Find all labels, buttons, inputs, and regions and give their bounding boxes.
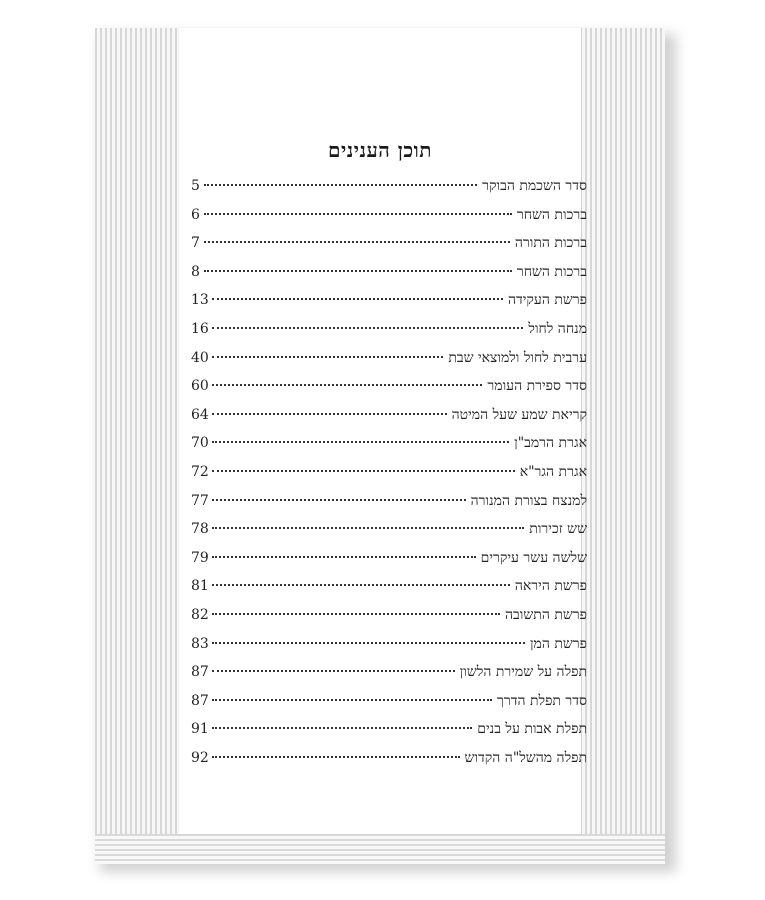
toc-entry-page-number: 8: [191, 263, 200, 280]
toc-leader-dots: [212, 413, 447, 415]
toc-entry-label: תפלה על שמירת הלשון: [459, 664, 587, 681]
toc-entry: [191, 636, 587, 665]
toc-leader-dots: [212, 441, 509, 443]
toc-entry: [191, 321, 587, 350]
toc-entry: [191, 435, 587, 464]
toc-entry-page-number: 77: [191, 492, 209, 509]
toc-entry-page-number: 92: [191, 749, 209, 766]
toc-entry-page-number: 81: [191, 578, 209, 595]
toc-entry: [191, 264, 587, 293]
toc-entry: [191, 550, 587, 579]
toc-entry-label: תפלת אבות על בנים: [477, 721, 587, 738]
toc-leader-dots: [212, 756, 460, 758]
toc-title: תוכן הענינים: [328, 138, 432, 162]
toc-entry: [191, 521, 587, 550]
toc-entry-label: פרשת התשובה: [505, 606, 587, 623]
toc-entry: [191, 178, 587, 207]
toc-entry-label: סדר ספירת העומר: [487, 378, 587, 395]
toc-entry-label: ערבית לחול ולמוצאי שבת: [448, 349, 587, 366]
toc-entry-page-number: 13: [191, 292, 209, 309]
toc-leader-dots: [212, 670, 455, 672]
toc-entry-label: סדר השכמת הבוקר: [482, 178, 587, 194]
toc-leader-dots: [204, 270, 512, 272]
toc-entry-label: פרשת היראה: [514, 578, 587, 595]
toc-entry-page-number: 72: [191, 463, 209, 480]
book-page: [95, 28, 665, 864]
toc-entry: [191, 407, 587, 436]
toc-entry-page-number: 78: [191, 521, 209, 538]
toc-leader-dots: [212, 384, 483, 386]
toc-entry: [191, 493, 587, 522]
toc-entry-page-number: 6: [191, 206, 200, 223]
toc-entry-page-number: 82: [191, 606, 209, 623]
toc-leader-dots: [212, 298, 503, 300]
toc-leader-dots: [212, 499, 466, 501]
toc-entry: [191, 607, 587, 636]
toc-entry-label: ברכות התורה: [514, 235, 587, 252]
toc-leader-dots: [212, 470, 515, 472]
toc-entry-label: קריאת שמע שעל המיטה: [451, 406, 587, 423]
toc-entry: [191, 235, 587, 264]
toc-entry-label: שלשה עשר עיקרים: [480, 549, 587, 566]
toc-entry-page-number: 91: [191, 721, 209, 738]
toc-entry: [191, 693, 587, 722]
toc-entry: [191, 292, 587, 321]
toc-entry-label: אגרת הרמב"ן: [514, 435, 587, 452]
toc-entry-page-number: 60: [191, 378, 209, 395]
toc-entry-label: פרשת העקידה: [507, 292, 587, 309]
toc-entry: [191, 464, 587, 493]
toc-entry-page-number: 83: [191, 635, 209, 652]
toc-leader-dots: [212, 527, 524, 529]
toc-entry-page-number: 40: [191, 349, 209, 366]
toc-entry-label: פרשת המן: [529, 635, 587, 652]
toc-leader-dots: [212, 613, 500, 615]
toc-entry: [191, 664, 587, 693]
toc-entry: [191, 721, 587, 750]
page-content: [179, 28, 587, 834]
toc-entry-page-number: 87: [191, 664, 209, 681]
toc-entry-page-number: 87: [191, 692, 209, 709]
toc-entry-label: תפלה מהשל"ה הקדוש: [464, 749, 587, 766]
toc-entry-label: ברכות השחר: [516, 263, 587, 280]
toc-entry: [191, 578, 587, 607]
toc-leader-dots: [212, 642, 525, 644]
toc-leader-dots: [212, 356, 443, 358]
toc-leader-dots: [204, 241, 510, 243]
toc-entry-label: אגרת הגר"א: [519, 463, 587, 480]
toc-entry-label: מנחה לחול: [528, 320, 587, 337]
toc-leader-dots: [204, 184, 477, 186]
toc-list: [191, 178, 587, 778]
toc-entry-label: סדר תפלת הדרך: [497, 692, 587, 709]
toc-entry-page-number: 79: [191, 549, 209, 566]
toc-entry-page-number: 70: [191, 435, 209, 452]
toc-entry: [191, 207, 587, 236]
toc-entry: [191, 378, 587, 407]
toc-entry-page-number: 64: [191, 406, 209, 423]
toc-leader-dots: [212, 556, 476, 558]
toc-leader-dots: [212, 699, 492, 701]
toc-entry-label: למנצח בצורת המנורה: [470, 492, 587, 509]
toc-entry: [191, 750, 587, 779]
toc-entry-label: שש זכירות: [529, 521, 587, 538]
toc-leader-dots: [212, 584, 510, 586]
toc-leader-dots: [212, 327, 524, 329]
toc-entry-label: ברכות השחר: [516, 206, 587, 223]
toc-entry: [191, 350, 587, 379]
toc-leader-dots: [212, 727, 472, 729]
toc-entry-page-number: 7: [191, 235, 200, 252]
toc-leader-dots: [204, 213, 512, 215]
toc-entry-page-number: 5: [191, 178, 200, 194]
toc-entry-page-number: 16: [191, 320, 209, 337]
